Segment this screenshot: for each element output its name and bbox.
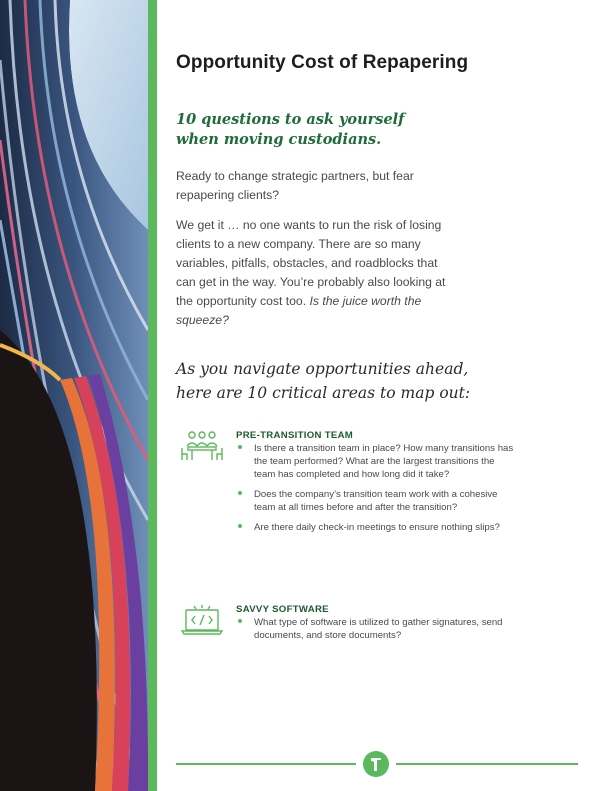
- intro-paragraph-2-italic: Is the juice worth the squeeze?: [176, 294, 422, 327]
- item-pre-transition-team: [180, 430, 580, 600]
- footer-divider-right: [396, 763, 578, 765]
- list-item: Is there a transition team in place? How many transitions has the team performed? What are the largest transitions the team has completed and how long did it take?: [236, 442, 516, 481]
- intro-paragraph-2: [176, 216, 446, 330]
- bullet-list: [236, 442, 516, 541]
- laptop-code-icon: [180, 604, 224, 638]
- brand-logo-icon: [362, 750, 390, 778]
- item-title: SAVVY SOFTWARE: [236, 604, 329, 615]
- bullet-list: [236, 616, 516, 649]
- intro-paragraph-2-text: We get it … no one wants to run the risk of losing clients to a new company. There are so many variables, pitfalls, obstacles, and roadblocks that can get in the way. You’re probably also looking at the opportunity cost too.: [176, 218, 446, 308]
- team-meeting-icon: [180, 430, 224, 464]
- subtitle: 10 questions to ask yourself when moving custodians.: [176, 111, 405, 148]
- page-title: Opportunity Cost of Repapering: [176, 52, 469, 73]
- building-photo: [0, 0, 148, 791]
- section-heading: As you navigate opportunities ahead, here are 10 critical areas to map out:: [176, 360, 471, 402]
- item-title: PRE-TRANSITION TEAM: [236, 430, 354, 441]
- list-item: Does the company’s transition team work with a cohesive team at all times before and after the transition?: [236, 488, 516, 514]
- footer-divider-left: [176, 763, 356, 765]
- accent-bar: [148, 0, 157, 791]
- list-item: Are there daily check-in meetings to ensure nothing slips?: [236, 521, 516, 534]
- list-item: What type of software is utilized to gather signatures, send documents, and store documents?: [236, 616, 516, 642]
- intro-paragraph-1: Ready to change strategic partners, but fear repapering clients?: [176, 169, 414, 202]
- item-savvy-software: [180, 604, 580, 664]
